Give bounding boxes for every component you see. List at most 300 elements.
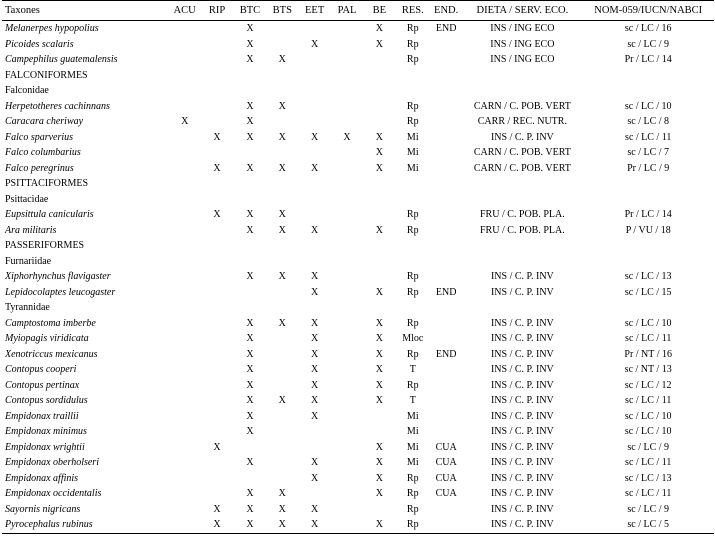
table-cell [200, 254, 233, 270]
species-row [2, 223, 714, 239]
table-cell [266, 176, 298, 192]
table-cell [266, 409, 298, 425]
table-cell: Rp [406, 488, 419, 499]
table-cell: sc / LC / 7 [627, 147, 670, 158]
table-cell: Rp [406, 348, 419, 360]
table-cell: CUA [435, 457, 457, 468]
table-cell: X [375, 348, 383, 360]
table-cell [363, 300, 395, 316]
table-cell: sc / LC / 13 [624, 472, 672, 484]
table-cell [169, 145, 200, 161]
table-cell: X [246, 131, 254, 143]
table-cell: INS / C. P. INV [490, 395, 554, 406]
table-cell: X [278, 131, 286, 143]
species-name: Falco peregrinus [5, 162, 74, 174]
species-row [2, 52, 714, 68]
table-cell: X [246, 209, 254, 220]
species-name: Herpetotheres cachinnans [5, 100, 110, 112]
table-cell: sc / NT / 13 [624, 364, 672, 375]
table-cell: X [375, 131, 383, 143]
table-cell [363, 502, 395, 518]
table-cell: X [311, 131, 319, 143]
table-cell [169, 192, 200, 208]
species-name: Xenotriccus mexicanus [5, 348, 98, 360]
col-header-pal: PAL [331, 1, 363, 21]
table-cell: sc / LC / 5 [582, 517, 714, 533]
taxon-group-row [2, 176, 714, 192]
table-cell: INS / C. P. INV [490, 333, 554, 344]
table-cell [430, 254, 462, 270]
species-name: Empidonax wrightii [5, 441, 85, 453]
table-cell [430, 424, 462, 440]
table-cell [266, 471, 298, 487]
species-row [2, 455, 714, 471]
table-cell [331, 455, 363, 471]
table-cell [169, 130, 200, 146]
table-cell [200, 192, 233, 208]
table-cell [331, 238, 363, 254]
species-name: Pyrocephalus rubinus [2, 517, 169, 533]
col-header-dieta: DIETA / SERV. ECO. [462, 1, 582, 21]
table-cell: X [278, 395, 286, 406]
table-cell [582, 300, 714, 316]
table-cell: X [311, 286, 319, 298]
table-cell [430, 130, 462, 146]
table-cell: X [278, 224, 286, 236]
table-cell [298, 21, 330, 37]
table-cell: Mi [406, 147, 419, 158]
table-cell: INS / C. P. INV [490, 426, 554, 437]
table-cell: X [311, 364, 319, 375]
table-cell [363, 176, 395, 192]
group-name: PSITTACIFORMES [5, 178, 89, 189]
species-name: Falco columbarius [5, 147, 81, 158]
table-cell [169, 424, 200, 440]
species-row [2, 114, 714, 130]
table-cell [331, 83, 363, 99]
table-cell [169, 471, 200, 487]
table-cell [266, 114, 298, 130]
table-cell: X [311, 410, 319, 422]
species-row [2, 502, 714, 518]
table-cell [234, 176, 266, 192]
table-cell [169, 393, 200, 409]
table-cell: INS / C. P. INV [490, 503, 554, 515]
table-cell: CUA [435, 441, 457, 453]
col-header-acu: ACU [169, 1, 200, 21]
table-cell [169, 254, 200, 270]
header-row [2, 1, 714, 21]
table-cell [331, 99, 363, 115]
species-name: Melanerpes hypopolius [5, 23, 99, 34]
table-cell [200, 145, 233, 161]
table-cell [234, 145, 266, 161]
table-cell [298, 300, 330, 316]
table-cell [169, 37, 200, 53]
table-cell: X [311, 472, 319, 484]
table-cell: T [409, 395, 416, 406]
species-name: Caracara cheriway [5, 116, 84, 127]
table-cell: INS / C. P. INV [490, 317, 554, 329]
table-cell [430, 300, 462, 316]
table-cell [169, 502, 200, 518]
table-cell [169, 21, 200, 37]
table-cell: Mi [406, 131, 419, 143]
table-cell [430, 161, 462, 177]
table-cell [169, 347, 200, 363]
table-cell: X [311, 348, 319, 360]
table-cell [363, 68, 395, 84]
table-cell [331, 254, 363, 270]
table-cell: END [435, 348, 457, 360]
table-cell: INS / ING ECO [490, 23, 555, 34]
species-row [2, 362, 714, 378]
table-cell [266, 192, 298, 208]
species-row [2, 517, 714, 533]
table-cell [266, 68, 298, 84]
table-cell [430, 145, 462, 161]
table-cell [298, 52, 330, 68]
table-cell [430, 207, 462, 223]
table-cell [266, 455, 298, 471]
table-cell: X [375, 457, 383, 468]
table-cell: X [278, 503, 286, 515]
table-cell: X [375, 488, 383, 499]
species-name: Camptostoma imberbe [5, 317, 96, 329]
table-cell: X [246, 224, 254, 236]
table-cell: X [375, 162, 383, 174]
table-cell: CARN / C. POB. VERT [473, 100, 571, 112]
group-name: Furnariidae [5, 255, 52, 267]
table-cell: sc / LC / 10 [624, 426, 672, 437]
table-cell: sc / LC / 11 [625, 395, 672, 406]
table-cell: X [246, 23, 254, 34]
table-cell [200, 223, 233, 239]
table-cell [331, 37, 363, 53]
table-cell [331, 192, 363, 208]
table-cell [363, 269, 395, 285]
table-cell [430, 331, 462, 347]
table-cell: Mloc [402, 333, 424, 344]
table-cell: X [246, 426, 254, 437]
table-cell [200, 455, 233, 471]
table-body [2, 21, 714, 534]
table-cell [331, 424, 363, 440]
table-cell: T [409, 364, 416, 375]
table-cell: Rp [406, 271, 419, 282]
table-cell: INS / C. P. INV [490, 441, 554, 453]
table-cell [298, 238, 330, 254]
species-name: Campephilus guatemalensis [5, 54, 118, 65]
table-cell [331, 145, 363, 161]
table-cell [169, 285, 200, 301]
species-name: Picoides scalaris [5, 38, 74, 50]
col-header-btc: BTC [234, 1, 266, 21]
col-header-bts: BTS [266, 1, 298, 21]
table-cell [266, 378, 298, 394]
table-cell [234, 440, 266, 456]
table-cell: X [246, 116, 254, 127]
species-row [2, 285, 714, 301]
table-cell [169, 207, 200, 223]
table-cell: X [363, 517, 395, 533]
table-cell [169, 223, 200, 239]
table-cell [396, 83, 430, 99]
species-row [2, 37, 714, 53]
table-cell: X [311, 162, 319, 174]
table-cell: X [246, 395, 254, 406]
table-cell: sc / LC / 15 [624, 286, 672, 298]
table-cell [363, 207, 395, 223]
col-header-end: END. [430, 1, 462, 21]
species-name: Empidonax minimus [5, 426, 87, 437]
table-cell [200, 21, 233, 37]
species-name: Eupsittula canicularis [5, 209, 94, 220]
table-cell [298, 176, 330, 192]
table-cell: X [278, 209, 286, 220]
table-cell: X [213, 441, 221, 453]
table-cell [266, 285, 298, 301]
table-cell: Rp [396, 517, 430, 533]
table-cell [331, 517, 363, 533]
group-name: Tyrannidae [5, 302, 50, 313]
table-cell: INS / C. P. INV [490, 379, 554, 391]
table-cell: sc / LC / 11 [625, 131, 672, 143]
table-cell [462, 176, 582, 192]
species-name: Falco sparverius [5, 131, 74, 143]
table-cell: X [246, 348, 254, 360]
table-cell: Pr / LC / 9 [627, 162, 670, 174]
species-row [2, 471, 714, 487]
table-cell [200, 238, 233, 254]
table-cell [169, 68, 200, 84]
table-cell: sc / LC / 11 [625, 488, 672, 499]
species-row [2, 207, 714, 223]
table-cell [200, 300, 233, 316]
species-row [2, 331, 714, 347]
table-cell: sc / LC / 10 [624, 100, 672, 112]
table-cell [169, 517, 200, 533]
table-cell: X [311, 271, 319, 282]
table-cell [582, 192, 714, 208]
table-cell: INS / C. P. INV [490, 472, 554, 484]
table-cell: INS / C. P. INV [490, 348, 554, 360]
table-cell: Mi [406, 410, 419, 422]
table-cell [169, 300, 200, 316]
table-cell [331, 285, 363, 301]
table-cell [331, 176, 363, 192]
table-cell: X [246, 271, 254, 282]
table-cell [363, 254, 395, 270]
species-name: Lepidocolaptes leucogaster [5, 286, 116, 298]
species-row [2, 99, 714, 115]
table-cell: X [375, 441, 383, 453]
table-cell [169, 83, 200, 99]
table-cell: Pr / NT / 16 [624, 348, 672, 360]
table-cell: X [246, 162, 254, 174]
table-cell: Rp [406, 224, 419, 236]
table-cell [234, 83, 266, 99]
table-cell: X [375, 395, 383, 406]
table-cell: X [278, 271, 286, 282]
table-cell [169, 269, 200, 285]
species-name: Empidonax oberholseri [5, 457, 99, 468]
table-cell: X [375, 333, 383, 344]
table-cell [200, 316, 233, 332]
table-cell: X [213, 131, 221, 143]
species-name: Empidonax occidentalis [5, 488, 102, 499]
table-cell: sc / LC / 10 [624, 410, 672, 422]
table-cell [200, 269, 233, 285]
table-cell [266, 347, 298, 363]
table-header [2, 1, 714, 21]
taxon-group-row [2, 192, 714, 208]
group-name: Psittacidae [5, 193, 49, 205]
table-cell [266, 362, 298, 378]
table-cell: X [246, 364, 254, 375]
table-cell [430, 192, 462, 208]
group-name: Falconidae [5, 85, 49, 96]
table-cell: INS / C. P. INV [462, 517, 582, 533]
table-cell [169, 316, 200, 332]
table-cell [266, 238, 298, 254]
species-row [2, 393, 714, 409]
table-cell: X [375, 147, 383, 158]
table-cell [462, 254, 582, 270]
table-cell: sc / LC / 16 [624, 23, 672, 34]
table-cell: X [375, 23, 383, 34]
table-cell [266, 331, 298, 347]
table-cell [462, 300, 582, 316]
table-cell [331, 207, 363, 223]
table-cell: X [246, 333, 254, 344]
table-cell [331, 393, 363, 409]
table-cell [331, 269, 363, 285]
table-cell [200, 114, 233, 130]
table-cell [234, 285, 266, 301]
species-row [2, 130, 714, 146]
species-name: Xiphorhynchus flavigaster [5, 271, 111, 282]
table-cell: CARR / REC. NUTR. [477, 116, 567, 127]
table-cell [430, 238, 462, 254]
taxon-group-row [2, 254, 714, 270]
table-cell [363, 409, 395, 425]
table-cell: Mi [406, 162, 419, 174]
table-cell: P / VU / 18 [625, 224, 671, 236]
table-cell [200, 99, 233, 115]
table-cell: X [343, 131, 351, 143]
species-table [2, 0, 714, 534]
table-cell: X [311, 503, 319, 515]
col-header-taxones: Taxones [2, 1, 169, 21]
species-row [2, 347, 714, 363]
table-cell [266, 83, 298, 99]
table-cell: Mi [406, 441, 419, 453]
table-cell [298, 254, 330, 270]
table-cell: Rp [406, 503, 419, 515]
table-cell: INS / C. P. INV [490, 286, 554, 298]
table-cell [266, 254, 298, 270]
table-cell [200, 393, 233, 409]
table-cell [200, 409, 233, 425]
table-cell [200, 486, 233, 502]
table-cell [169, 378, 200, 394]
table-cell [462, 192, 582, 208]
table-cell [430, 68, 462, 84]
species-row [2, 440, 714, 456]
table-cell: Rp [406, 286, 419, 298]
table-cell: X [375, 286, 383, 298]
table-cell [430, 37, 462, 53]
group-name: FALCONIFORMES [5, 69, 88, 81]
table-cell: CARN / C. POB. VERT [473, 147, 571, 158]
table-cell: X [246, 503, 254, 515]
table-cell: X [200, 517, 233, 533]
table-cell: X [311, 395, 319, 406]
table-cell [169, 161, 200, 177]
table-cell [396, 176, 430, 192]
table-cell [363, 424, 395, 440]
table-cell: INS / C. P. INV [490, 364, 554, 375]
table-cell [331, 300, 363, 316]
table-cell [430, 378, 462, 394]
table-cell [430, 502, 462, 518]
table-cell: X [298, 517, 330, 533]
table-cell: X [213, 503, 221, 515]
table-cell [396, 192, 430, 208]
table-cell [331, 378, 363, 394]
table-cell: X [311, 333, 319, 344]
table-cell [298, 424, 330, 440]
species-row [2, 424, 714, 440]
table-cell [200, 176, 233, 192]
table-cell [430, 52, 462, 68]
table-cell [331, 68, 363, 84]
species-name: Empidonax affinis [5, 472, 79, 484]
table-cell: X [278, 488, 286, 499]
table-cell [266, 21, 298, 37]
table-cell [331, 486, 363, 502]
table-cell: INS / C. P. INV [490, 488, 554, 499]
table-cell: X [278, 54, 286, 65]
table-cell [430, 114, 462, 130]
species-name: Contopus cooperi [5, 364, 77, 375]
table-cell [169, 409, 200, 425]
table-cell: sc / LC / 8 [627, 116, 670, 127]
table-cell [169, 52, 200, 68]
table-cell: X [234, 517, 266, 533]
table-cell: sc / LC / 11 [625, 333, 672, 344]
table-cell: CARN / C. POB. VERT [473, 162, 571, 174]
table-cell [430, 409, 462, 425]
table-cell: INS / C. P. INV [490, 271, 554, 282]
table-cell: END [435, 286, 457, 298]
table-cell [430, 99, 462, 115]
table-cell [169, 486, 200, 502]
table-cell: Rp [406, 23, 419, 34]
table-cell: X [181, 116, 189, 127]
table-cell: X [375, 224, 383, 236]
table-cell [582, 176, 714, 192]
table-cell [200, 347, 233, 363]
table-cell [200, 83, 233, 99]
table-cell [298, 192, 330, 208]
table-cell: X [246, 457, 254, 468]
group-name: PASSERIFORMES [5, 240, 85, 251]
table-cell [396, 254, 430, 270]
table-cell [298, 207, 330, 223]
table-cell: FRU / C. POB. PLA. [479, 209, 565, 220]
